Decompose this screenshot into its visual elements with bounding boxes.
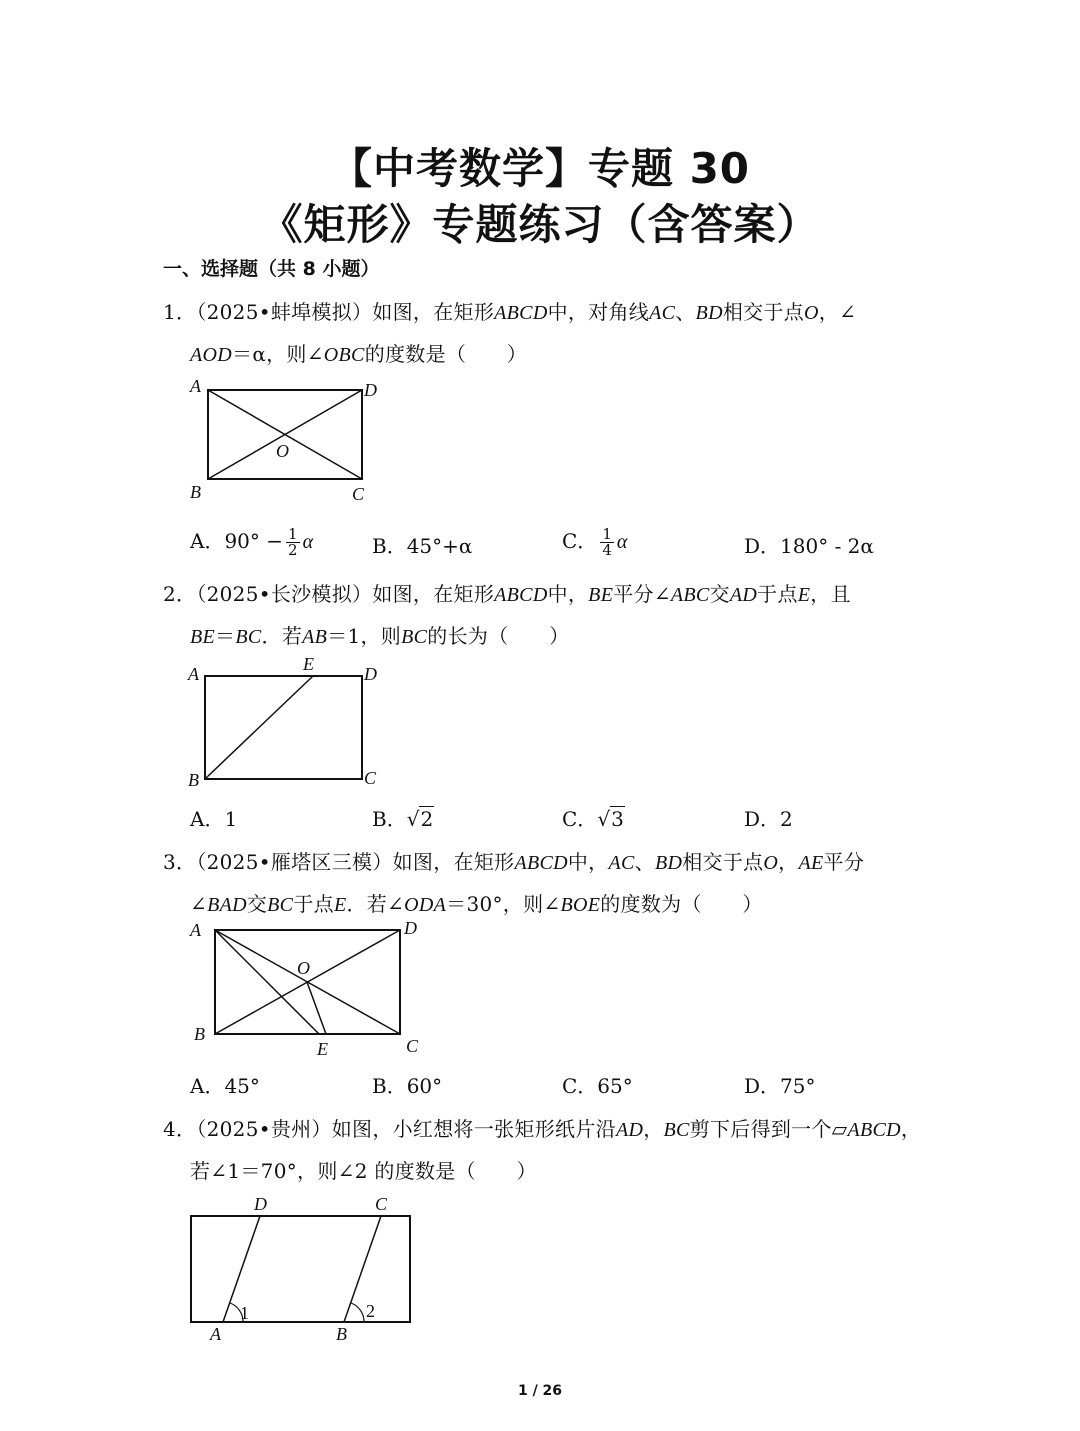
q2-figure xyxy=(180,652,400,792)
q2-label-b: B xyxy=(188,770,199,790)
q4-label-b: B xyxy=(336,1324,347,1344)
q1-option-c[interactable]: C． $\frac{1}{4}$ α xyxy=(562,525,628,559)
q1-option-d[interactable]: D．180° - 2α xyxy=(744,534,874,558)
q3-option-d[interactable]: D．75° xyxy=(744,1074,816,1098)
q2-label-a: A xyxy=(188,664,199,684)
q1-label-b: B xyxy=(190,482,201,502)
q4-text-line1: 4．（2025•贵州）如图，小红想将一张矩形纸片沿AD，BC剪下后得到一个▱ABCD， xyxy=(163,1117,922,1141)
q2-text-line1: 2．（2025•长沙模拟）如图，在矩形ABCD中，BE平分∠ABC交AD于点E，且 xyxy=(163,582,851,606)
q2-option-d[interactable]: D．2 xyxy=(744,807,793,831)
q1-label-d: D xyxy=(364,380,377,400)
q1-label-a: A xyxy=(190,376,201,396)
q3-label-e: E xyxy=(317,1039,328,1059)
q2-label-c: C xyxy=(364,768,377,788)
q1-label-o: O xyxy=(276,441,289,461)
q4-figure xyxy=(180,1192,430,1352)
q4-label-a: A xyxy=(210,1324,221,1344)
q1-option-a[interactable]: A．90° − $\frac{1}{2}$ α xyxy=(190,525,314,559)
q2-label-e: E xyxy=(303,654,314,674)
q3-option-a[interactable]: A．45° xyxy=(190,1074,260,1098)
q2-option-c[interactable]: C．√3 xyxy=(562,807,624,831)
q2-option-b[interactable]: B．√2 xyxy=(372,807,434,831)
q3-label-a: A xyxy=(190,920,201,940)
q2-text-line2: BE＝BC．若AB＝1，则BC的长为（ ） xyxy=(190,624,570,648)
q4-label-d: D xyxy=(254,1194,267,1214)
q1-text-line1: 1．（2025•蚌埠模拟）如图，在矩形ABCD中，对角线AC、BD相交于点O，∠ xyxy=(163,300,857,324)
q1-label-c: C xyxy=(352,484,365,504)
page-number: 1 / 26 xyxy=(517,1383,563,1399)
q3-label-o: O xyxy=(297,958,310,978)
q1-option-b[interactable]: B．45°+α xyxy=(372,534,473,558)
q3-option-c[interactable]: C．65° xyxy=(562,1074,633,1098)
q3-label-c: C xyxy=(406,1036,419,1056)
q4-label-angle1: 1 xyxy=(240,1303,249,1323)
q2-label-d: D xyxy=(364,664,377,684)
q3-text-line1: 3．（2025•雁塔区三模）如图，在矩形ABCD中，AC、BD相交于点O，AE平分 xyxy=(163,850,865,874)
q1-text-line2: AOD＝α，则∠OBC的度数是（ ） xyxy=(190,342,528,366)
page-title-line1: 【中考数学】专题 30 xyxy=(329,144,751,193)
section-heading: 一、选择题（共 8 小题） xyxy=(163,258,380,280)
q1-figure xyxy=(180,374,400,508)
q4-text-line2: 若∠1＝70°，则∠2 的度数是（ ） xyxy=(190,1159,537,1183)
q2-option-a[interactable]: A．1 xyxy=(190,807,238,831)
q3-text-line2: ∠BAD交BC于点E．若∠ODA＝30°，则∠BOE的度数为（ ） xyxy=(190,892,763,916)
q3-figure xyxy=(180,916,440,1062)
q3-option-b[interactable]: B．60° xyxy=(372,1074,443,1098)
q4-label-c: C xyxy=(375,1194,388,1214)
q4-label-angle2: 2 xyxy=(366,1301,375,1321)
q3-label-b: B xyxy=(194,1024,205,1044)
q3-label-d: D xyxy=(404,918,417,938)
page-title-line2: 《矩形》专题练习（含答案） xyxy=(260,200,820,249)
